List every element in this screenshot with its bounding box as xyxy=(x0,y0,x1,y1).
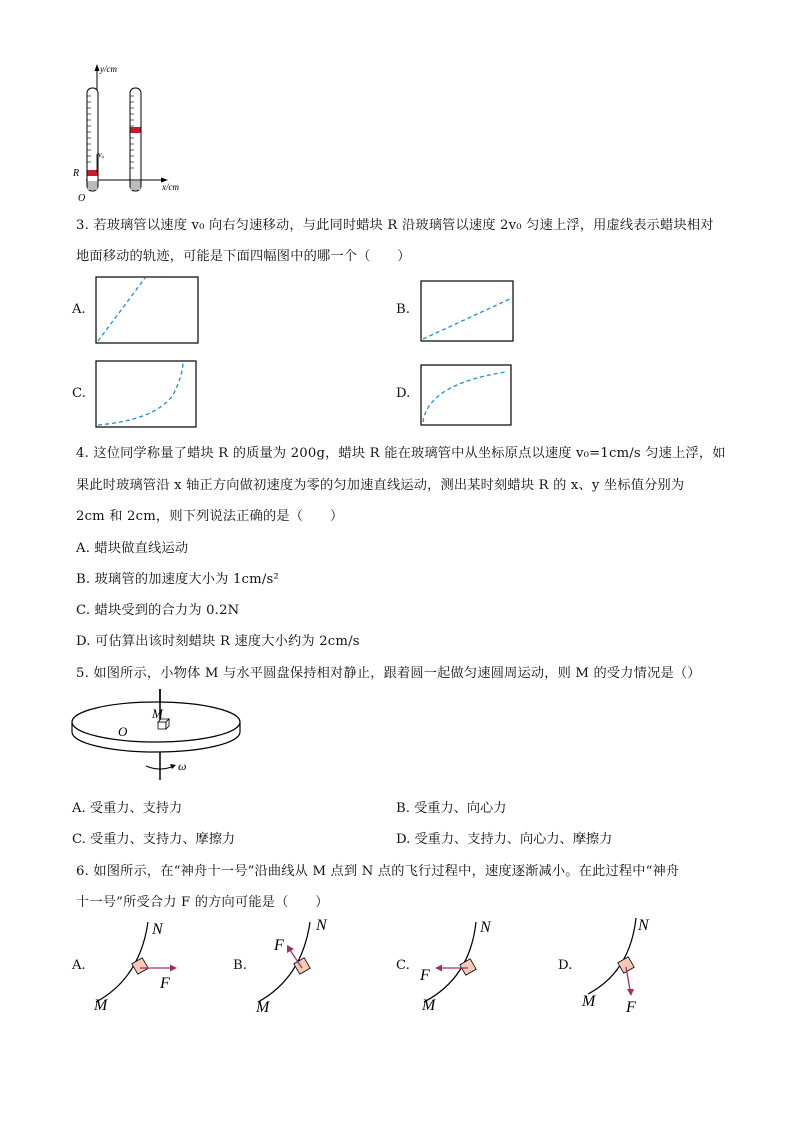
q6-option-b-figure[interactable] xyxy=(250,914,350,1014)
svg-text:F: F xyxy=(274,937,284,954)
q3-option-b-graph[interactable] xyxy=(420,280,514,342)
q3-option-d-graph[interactable] xyxy=(420,364,512,426)
svg-text:M: M xyxy=(422,997,436,1014)
q3-option-d-label: D. xyxy=(396,386,411,401)
q6-option-b-label: B. xyxy=(233,958,247,973)
omega-label: ω xyxy=(178,759,187,773)
q6-option-a-label: A. xyxy=(72,958,86,973)
q5-option-c[interactable]: C. 受重力、支持力、摩擦力 xyxy=(72,832,236,847)
q6-option-d-figure[interactable] xyxy=(580,912,680,1017)
v0-label: v₀ xyxy=(98,150,105,159)
q5-option-a[interactable]: A. 受重力、支持力 xyxy=(72,801,183,816)
q5-option-b[interactable]: B. 受重力、向心力 xyxy=(396,801,507,816)
svg-text:N: N xyxy=(480,919,491,936)
svg-text:N: N xyxy=(152,921,163,938)
disk-O-label: O xyxy=(118,724,128,739)
q3-line1: 3. 若玻璃管以速度 v₀ 向右匀速移动，与此同时蜡块 R 沿玻璃管以速度 2v₀ 匀速上浮，用虚线表示蜡块相对 xyxy=(76,218,714,233)
svg-text:F: F xyxy=(420,967,430,984)
svg-text:M: M xyxy=(582,993,596,1010)
q3-option-a-label: A. xyxy=(72,302,86,317)
q4-option-a[interactable]: A. 蜡块做直线运动 xyxy=(76,541,189,556)
q5-option-d[interactable]: D. 受重力、支持力、向心力、摩擦力 xyxy=(396,832,613,847)
R-label: R xyxy=(73,168,80,179)
q6-line2: 十一号”所受合力 F 的方向可能是（ ） xyxy=(76,895,329,910)
origin-label: O xyxy=(78,193,86,204)
q3-option-a-graph[interactable] xyxy=(95,276,200,344)
svg-text:N: N xyxy=(316,917,327,934)
svg-text:M: M xyxy=(256,999,270,1014)
svg-text:N: N xyxy=(638,917,649,934)
glass-tube-figure xyxy=(70,62,200,207)
q6-option-c-label: C. xyxy=(396,958,410,973)
q6-option-d-label: D. xyxy=(558,958,573,973)
q4-line1: 4. 这位同学称量了蜡块 R 的质量为 200g，蜡块 R 能在玻璃管中从坐标原点以速度 v₀=1cm/s 匀速上浮，如 xyxy=(76,446,726,461)
svg-text:F: F xyxy=(160,975,170,992)
q4-option-b[interactable]: B. 玻璃管的加速度大小为 1cm/s² xyxy=(76,572,279,587)
q3-line2: 地面移动的轨迹，可能是下面四幅图中的哪一个（ ） xyxy=(76,249,411,264)
q4-line3: 2cm 和 2cm，则下列说法正确的是（ ） xyxy=(76,509,344,524)
q3-option-c-graph[interactable] xyxy=(95,360,197,428)
q3-option-c-label: C. xyxy=(72,386,86,401)
q5-line1: 5. 如图所示，小物体 M 与水平圆盘保持相对静止，跟着圆一起做匀速圆周运动，则 M 的受力情况是（） xyxy=(76,666,701,681)
rotating-disk-figure xyxy=(66,686,246,782)
q4-line2: 果此时玻璃管沿 x 轴正方向做初速度为零的匀加速直线运动，测出某时刻蜡块 R 的 x、y 坐标值分别为 xyxy=(76,478,685,493)
svg-text:M: M xyxy=(94,997,108,1014)
q6-line1: 6. 如图所示，在“神舟十一号”沿曲线从 M 点到 N 点的飞行过程中，速度逐渐减小。在此过程中“神舟 xyxy=(76,864,680,879)
x-axis-label: x/cm xyxy=(162,182,179,192)
q4-option-c[interactable]: C. 蜡块受到的合力为 0.2N xyxy=(76,603,240,618)
y-axis-label: y/cm xyxy=(100,64,117,74)
q6-option-c-figure[interactable] xyxy=(412,914,512,1014)
svg-text:F: F xyxy=(626,999,636,1016)
q4-option-d[interactable]: D. 可估算出该时刻蜡块 R 速度大小约为 2cm/s xyxy=(76,634,360,649)
q3-option-b-label: B. xyxy=(396,302,410,317)
disk-M-label: M xyxy=(152,706,163,721)
q6-option-a-figure[interactable] xyxy=(88,914,188,1014)
